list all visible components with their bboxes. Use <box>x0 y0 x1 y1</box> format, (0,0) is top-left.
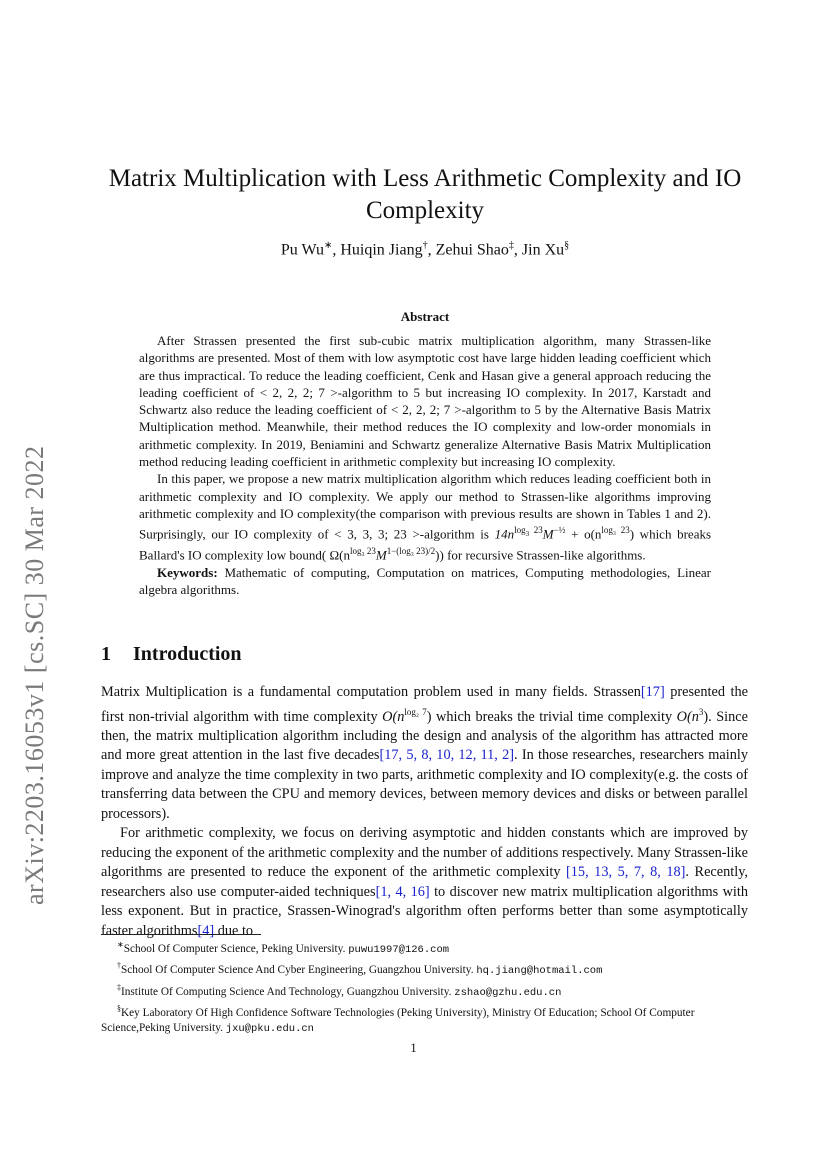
body-text: . In those researches, researchers mainly improve and analyze the time complexity in two parts, arithmetic complexity and IO complexity(e.g. the costs of transferring data between the CPU and memory devices, between memory devices and disks or between parallel processors). <box>101 747 748 822</box>
footnote-mark: † <box>117 961 121 971</box>
footnote <box>101 958 749 979</box>
footnotes <box>101 937 749 1038</box>
formula-exponent: log₃ 23 <box>601 525 630 536</box>
abstract-text: ) which breaks Ballard's IO complexity low bound( Ω(n <box>139 526 712 563</box>
section-title: Introduction <box>133 643 242 665</box>
formula-exponent: log₂ 7 <box>404 706 427 717</box>
footnote-mark: § <box>117 1003 121 1013</box>
section-number: 1 <box>101 643 111 665</box>
arxiv-stamp: arXiv:2203.16053v1 [cs.SC] 30 Mar 2022 <box>20 445 49 905</box>
body-text: due to <box>214 922 254 939</box>
formula: O(n <box>382 708 405 725</box>
footnote <box>101 937 749 958</box>
citation-link[interactable]: [1, 4, 16] <box>375 883 430 900</box>
author-mark: † <box>422 240 428 251</box>
intro-paragraph <box>101 683 748 824</box>
abstract-text: In this paper, we propose a new matrix multiplication algorithm which reduces leading coefficient both in arithmetic complexity and IO complexity. We apply our method to Strassen-like algorithms improving arithmetic complexity and IO complexity(the comparison with previous results are shown in Tables 1 and 2). Surprisingly, our IO complexity of < 3, 3, 3; 23 >-algorithm is <box>139 471 711 542</box>
author-name: Pu Wu <box>280 241 324 259</box>
footnote-mark: ‡ <box>117 982 121 992</box>
keywords-label: Keywords: <box>157 564 218 580</box>
abstract-paragraph <box>139 470 711 564</box>
footnote-email[interactable]: jxu@pku.edu.cn <box>225 1023 314 1036</box>
footnote-text: Institute Of Computing Science And Technology, Guangzhou University. <box>121 985 455 998</box>
formula-base: 3 <box>525 530 530 539</box>
citation-link[interactable]: [15, 13, 5, 7, 8, 18] <box>566 864 686 881</box>
abstract-paragraph: After Strassen presented the first sub-cubic matrix multiplication algorithm, many Strassen-like algorithms are presented. Most of them with low asymptotic cost have large hidden leading coefficient which are thus impractical. To reduce the leading coefficient, Cenk and Hasan give a general approach reducing the leading coefficient of < 2, 2, 2; 7 >-algorithm to 5 but increasing IO complexity. In 2017, Karstadt and Schwartz also reduce the leading coefficient of < 2, 2, 2; 7 >-algorithm to 5 by the Alternative Basis Matrix Multiplication method. Meanwhile, their method reduces the IO complexity and low-order monomials in arithmetic complexity. In 2019, Beniamini and Schwartz generalize Alternative Basis Matrix Multiplication method reducing leading coefficient in arithmetic complexity but increasing IO complexity. <box>139 333 711 470</box>
formula: O(n <box>676 708 699 725</box>
body-text: For arithmetic complexity, we focus on deriving asymptotic and hidden constants which are improved by reducing the exponent of the arithmetic complexity and the number of additions respectively. Many Strassen-like algorithms are presented to reduce the exponent of the arithmetic complexity <box>101 825 748 881</box>
formula: M <box>542 526 554 542</box>
page-number: 1 <box>410 1040 417 1055</box>
citation-link[interactable]: [17] <box>640 684 665 700</box>
abstract-body <box>139 332 711 599</box>
author-mark: § <box>564 240 570 251</box>
formula-exponent: 1−(log₃ 23)/2 <box>386 546 436 557</box>
footnote-email[interactable]: zshao@gzhu.edu.cn <box>454 986 562 999</box>
abstract-heading: Abstract <box>400 309 450 324</box>
author-mark: ‡ <box>508 240 514 251</box>
formula: M <box>375 547 387 563</box>
keywords-text: Mathematic of computing, Computation on matrices, Computing methodologies, Linear algebra algorithms. <box>139 564 711 598</box>
footnote-email[interactable]: hq.jiang@hotmail.com <box>476 965 603 978</box>
formula-exponent-text: log <box>514 525 526 536</box>
formula: + o(n <box>565 526 602 542</box>
footnote-text: School Of Computer Science And Cyber Engineering, Guangzhou University. <box>121 964 477 977</box>
footnote-divider <box>101 934 261 935</box>
author-name: Huiqin Jiang <box>340 241 423 259</box>
formula-exponent: 3 <box>698 706 704 717</box>
keywords <box>139 564 711 599</box>
author-name: Zehui Shao <box>435 241 509 259</box>
intro-paragraph <box>101 824 748 941</box>
footnote <box>101 980 749 1001</box>
author-name: Jin Xu <box>521 241 565 259</box>
intro-body <box>101 683 748 941</box>
footnote-email[interactable]: puwu1997@126.com <box>348 943 450 956</box>
body-text: . Recently, researchers also use computer-aided techniques <box>101 864 748 900</box>
footnote-text: School Of Computer Science, Peking University. <box>123 942 349 955</box>
author-list: Pu Wu∗, Huiqin Jiang†, Zehui Shao‡, Jin Xu§ <box>280 240 570 259</box>
footnote <box>101 1001 749 1038</box>
paper-title: Matrix Multiplication with Less Arithmetic Complexity and IO Complexity <box>108 165 742 224</box>
citation-link[interactable]: [4] <box>197 922 215 939</box>
section-heading <box>101 643 242 666</box>
footnote-mark: ∗ <box>117 940 124 949</box>
formula-exponent: log₃ 23 <box>349 546 376 557</box>
body-text: ). Since then, the matrix multiplication algorithm including the design and analysis of the algorithm has attracted more and more great attention in the last five decades <box>101 708 748 764</box>
body-text: ) which breaks the trivial time complexity <box>426 708 677 725</box>
body-text: Matrix Multiplication is a fundamental computation problem used in many fields. Strassen <box>101 684 641 700</box>
formula-exponent: −½ <box>553 525 566 536</box>
citation-link[interactable]: [17, 5, 8, 10, 12, 11, 2] <box>379 747 515 764</box>
footnote-text: Key Laboratory Of High Confidence Software Technologies (Peking University), Ministry Of Education; School Of Computer Science,Peking University. <box>101 1006 695 1035</box>
formula-exponent-text: 23 <box>529 525 543 536</box>
body-text: presented the first non-trivial algorithm with time complexity <box>101 684 748 725</box>
formula-exponent <box>514 525 543 539</box>
author-mark: ∗ <box>323 240 333 251</box>
body-text: to discover new matrix multiplication algorithms with less exponent. But in practice, Srassen-Winograd's algorithm often performs better than some asymptotically faster algorithms <box>101 883 748 939</box>
formula: 14n <box>494 526 515 542</box>
abstract-text: )) for recursive Strassen-like algorithms. <box>435 547 646 563</box>
